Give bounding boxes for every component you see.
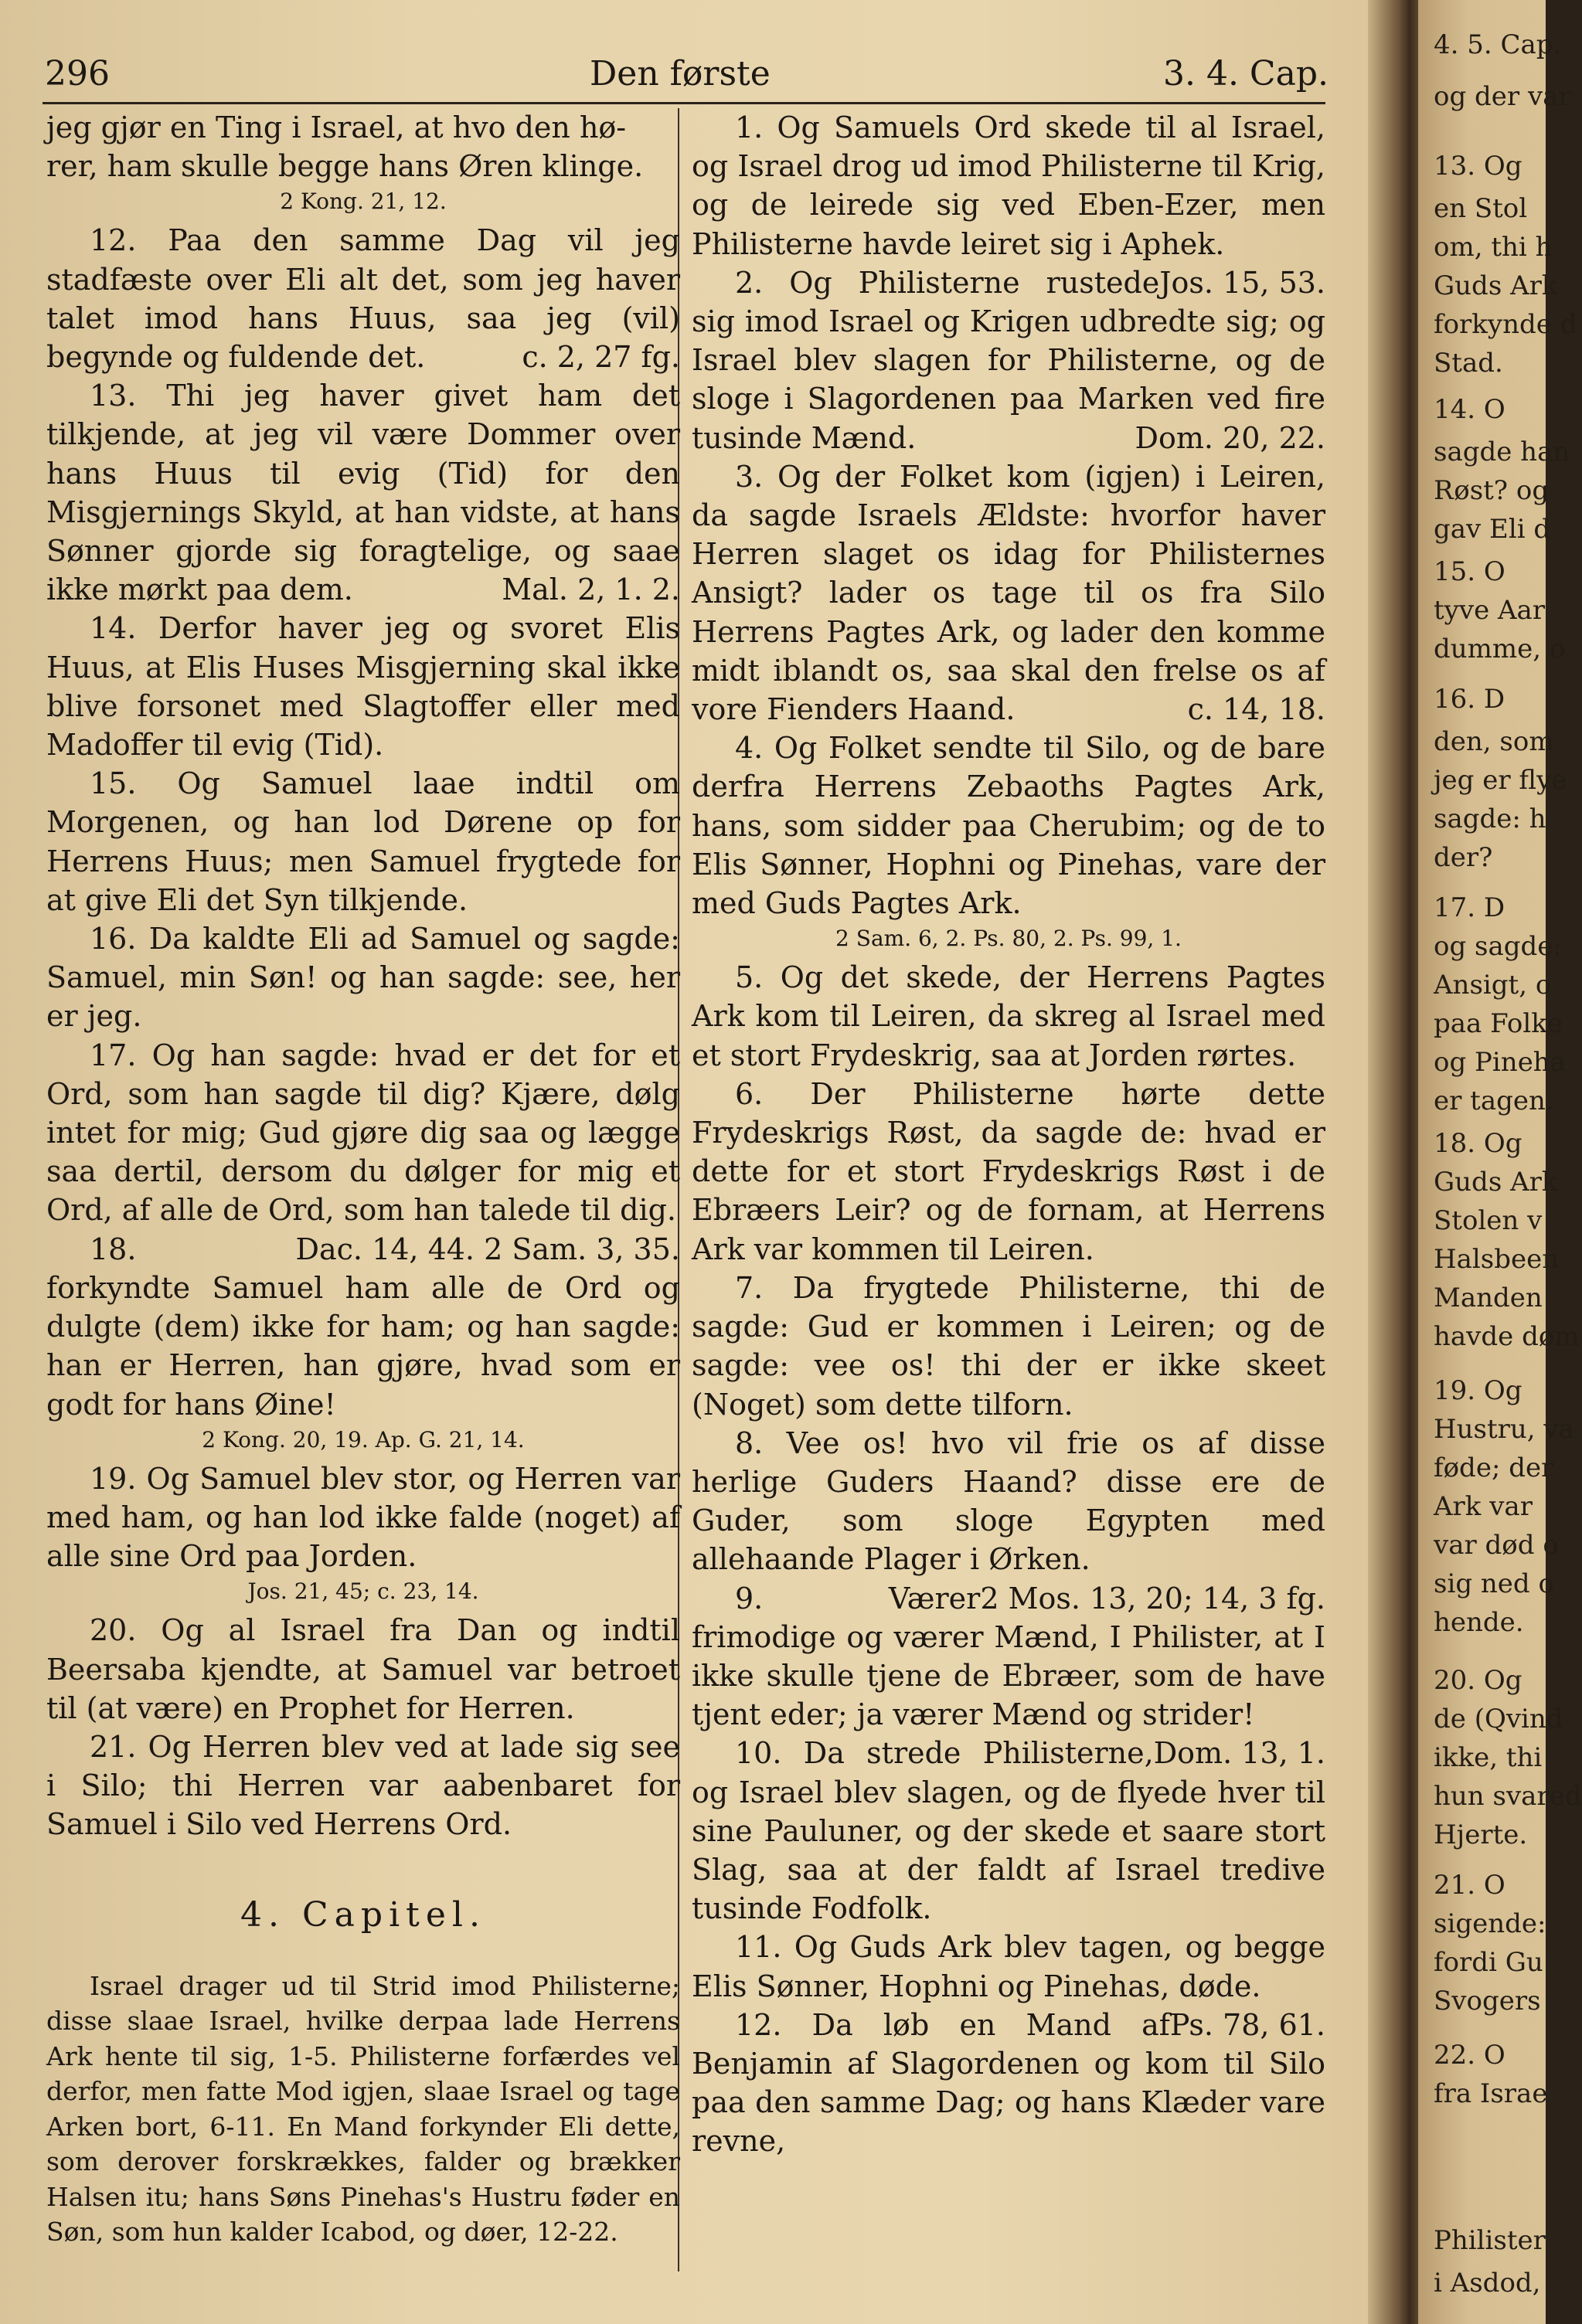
facing-page-text: der? [1434, 842, 1493, 873]
verse-text: 8. Vee os! hvo vil frie os af disse herlige Guders Haand? disse ere de Guder, som sloge Egypten med allehaande Plager i Ørken. [692, 1425, 1325, 1577]
facing-page-text: 19. Og [1434, 1375, 1522, 1406]
facing-page-text: forkynde d [1434, 309, 1577, 340]
verse [46, 376, 680, 609]
facing-page-text: og sagde: [1434, 931, 1562, 962]
verse-text: 17. Og han sagde: hvad er det for et Ord, som han sagde til dig? Kjære, dølg intet for mig; Gud gjøre dig saa og lægge saa dertil, dersom du dølger for mig et Ord, af alle de Ord, som han talede til dig. [46, 1038, 680, 1228]
right-verses [692, 108, 1325, 2161]
left-verses [46, 221, 680, 1843]
facing-page-text: og der var [1434, 81, 1571, 112]
verse-reference: c. 2, 27 fg. [522, 340, 680, 375]
verse-text: 13. Thi jeg haver givet ham det tilkjende, at jeg vil være Dommer over hans Huus til evig (Tid) for den Misgjernings Skyld, at han vidste, at hans Sønner gjorde sig foragtelige, og saae ikke mørkt paa dem. [46, 379, 680, 607]
facing-page-text: Philister [1434, 2225, 1546, 2256]
verse [692, 1928, 1325, 2042]
verse-text: 9. Værer frimodige og værer Mænd, I Philister, at I ikke skulle tjene de Ebræer, som de have tjent eder; ja værer Mænd og strider! [692, 1581, 1325, 1732]
verse-text: 14. Derfor haver jeg og svoret Elis Huus, at Elis Huses Misgjerning skal ikke blive forsonet med Slagtoffer eller med Madoffer til evig (Tid). [46, 611, 680, 763]
facing-page-text: 15. O [1434, 556, 1505, 587]
verse-reference: c. 14, 18. [1187, 692, 1325, 727]
verse [46, 1459, 680, 1576]
cross-reference: 2 Kong. 20, 19. Ap. G. 21, 14. [202, 1426, 525, 1452]
facing-page-text: Stolen v [1434, 1205, 1543, 1236]
facing-page-text: Svogers [1434, 1986, 1541, 2017]
right-column [692, 108, 1325, 2161]
facing-page-text: sagde han [1434, 437, 1570, 467]
verse-reference: Dom. 20, 22. [1135, 420, 1325, 455]
verse-text: 2. Og Philisterne rustede sig imod Israel og Krigen udbredte sig; og Israel blev slagen for Philisterne, og de sloge i Slagordenen paa Marken ved fire tusinde Mænd. [692, 265, 1325, 455]
verse-text: 19. Og Samuel blev stor, og Herren var med ham, og han lod ikke falde (noget) af alle sine Ord paa Jorden. [46, 1461, 680, 1574]
verse-text: 16. Da kaldte Eli ad Samuel og sagde: Samuel, min Søn! og han sagde: see, her er jeg. [46, 922, 680, 1034]
facing-page-text: 4. 5. Cap. [1434, 29, 1562, 60]
verse [46, 1036, 680, 1266]
verse-text: 12. Da løb en Mand af Benjamin af Slagordenen og kom til Silo paa den samme Dag; og hans Klæder vare revne, [692, 2007, 1325, 2159]
facing-page-text: sigende: [1434, 1908, 1546, 1939]
verse-reference: c. 14, 44. 2 Sam. 3, 35. [336, 1232, 680, 1266]
facing-page-text: 21. O [1434, 1870, 1505, 1901]
verse [692, 108, 1325, 300]
facing-page-text: dumme, o [1434, 634, 1566, 664]
facing-page-text: 13. Og [1434, 151, 1522, 182]
chapter-reference: 3. 4. Cap. [1163, 54, 1329, 93]
chapter-summary: Israel drager ud til Strid imod Philisterne; disse slaae Israel, hvilke derpaa lade Herrens Ark hente til sig, 1-5. Philisterne forfærdes vel derfor, men fatte Mod igjen, slaae Israel og tage Arken bort, 6-11. En Mand forkynder Eli dette, som derover forskrækkes, falder og brækker Halsen itu; hans Søns Pinehas's Hustru føder en Søn, som hun kalder Icabod, og døer, 12-22. [46, 1970, 680, 2248]
facing-page-text: en Stol [1434, 193, 1528, 224]
facing-page-text: havde døm [1434, 1321, 1580, 1352]
facing-page-text: 20. Og [1434, 1665, 1522, 1696]
facing-page-text: var død o [1434, 1530, 1559, 1561]
verse-text: 3. Og der Folket kom (igjen) i Leiren, da sagde Israels Ældste: hvorfor haver Herren slaget os idag for Philisternes Ansigt? lader os tage til os fra Silo Herrens Pagtes Ark, og lader den komme midt iblandt os, saa skal den frelse os af vore Fienders Haand. [692, 459, 1325, 727]
verse-text: 20. Og al Israel fra Dan og indtil Beersaba kjendte, at Samuel var betroet til (at være) en Prophet for Herren. [46, 1613, 680, 1725]
facing-page-text: fordi Gu [1434, 1947, 1543, 1978]
verse-reference: Mal. 2, 1. 2. [502, 573, 680, 607]
verse-reference: 2 Mos. 13, 20; 14, 3 fg. [980, 1581, 1325, 1616]
facing-page-text: den, som [1434, 726, 1554, 757]
header-rule [43, 102, 1325, 104]
verse-text: 11. Og Guds Ark blev tagen, og begge Elis Sønner, Hophni og Pinehas, døde. [692, 1930, 1325, 2003]
cross-reference: 2 Sam. 6, 2. Ps. 80, 2. Ps. 99, 1. [835, 926, 1182, 952]
page-number: 296 [45, 54, 110, 93]
facing-page-text: gav Eli d [1434, 514, 1551, 545]
facing-page-text: tyve Aar [1434, 595, 1546, 626]
facing-page-text: føde; der [1434, 1452, 1554, 1483]
facing-page-text: 16. D [1434, 684, 1505, 715]
verse [46, 1611, 680, 1728]
text-line: rer, ham skulle begge hans Øren klinge. [46, 149, 644, 184]
verse [692, 457, 1325, 729]
verse-text: 5. Og det skede, der Herrens Pagtes Ark kom til Leiren, da skreg al Israel med et stort Frydeskrig, saa at Jorden rørtes. [692, 960, 1325, 1072]
cross-reference: 2 Kong. 21, 12. [280, 189, 447, 215]
verse-text: 18. Da forkyndte Samuel ham alle de Ord og dulgte (dem) ikke for ham; og han sagde: han er Herren, han gjøre, hvad som er godt for hans Øine! [46, 1232, 680, 1422]
facing-page-text: ikke, thi [1434, 1742, 1543, 1773]
facing-page-text: Stad. [1434, 348, 1503, 379]
verse-reference: Ps. 78, 61. [1169, 2007, 1325, 2042]
facing-page-text: er tagen. [1434, 1086, 1554, 1116]
text-line: jeg gjør en Ting i Israel, at hvo den hø- [46, 110, 627, 144]
facing-page-text: og Pineha [1434, 1047, 1566, 1078]
cross-reference: Jos. 21, 45; c. 23, 14. [247, 1578, 479, 1605]
verse-text: 1. Og Samuels Ord skede til al Israel, og Israel drog ud imod Philisterne til Krig, og de leirede sig ved Eben-Ezer, men Philisterne havde leiret sig i Aphek. [692, 110, 1325, 261]
facing-page-text: 22. O [1434, 2040, 1505, 2071]
verse-text: 10. Da strede Philisterne, og Israel blev slagen, og de flyede hver til sine Pauluner, og der skede et saare stort Slag, saa at der faldt af Israel tredive tusinde Fodfolk. [692, 1736, 1325, 1926]
verse-text: 7. Da frygtede Philisterne, thi de sagde: Gud er kommen i Leiren; og de sagde: vee os! thi der er ikke skeet (Noget) som dette tilforn. [692, 1270, 1325, 1422]
facing-page-text: paa Folke [1434, 1008, 1563, 1039]
facing-page-text: Manden [1434, 1283, 1543, 1313]
left-column [46, 108, 680, 2250]
facing-page-text: de (Qvind [1434, 1704, 1563, 1735]
verse [46, 1728, 680, 1844]
verse [692, 1424, 1325, 1616]
facing-page-text: Ansigt, o [1434, 970, 1552, 1001]
facing-page-text: i Asdod, [1434, 2268, 1541, 2299]
verse [692, 1269, 1325, 1424]
facing-page-text: Guds Ark [1434, 270, 1558, 301]
facing-page-text: Ark var [1434, 1491, 1533, 1522]
verse [692, 1075, 1325, 1269]
facing-page-text: Røst? og [1434, 475, 1550, 506]
facing-page-text: sig ned o [1434, 1568, 1554, 1599]
facing-page-text: jeg er flye [1434, 765, 1567, 796]
facing-page-text: 18. Og [1434, 1128, 1522, 1159]
verse [46, 919, 680, 1036]
verse-text: 12. Paa den samme Dag vil jeg stadfæste over Eli alt det, som jeg haver talet imod hans Huus, saa jeg (vil) begynde og fuldende det. [46, 223, 680, 375]
facing-page-text: Halsbeen [1434, 1244, 1560, 1275]
verse [46, 764, 680, 919]
facing-page-text: Hustru, va [1434, 1414, 1574, 1445]
facing-page-text: 17. D [1434, 892, 1505, 923]
facing-page-text: sagde: h [1434, 804, 1546, 834]
verse-text: 4. Og Folket sendte til Silo, og de bare derfra Herrens Zebaoths Pagtes Ark, hans, som sidder paa Cherubim; og de to Elis Sønner, Hophni og Pinehas, vare der med Guds Pagtes Ark. [692, 731, 1325, 921]
facing-page-text: fra Israe [1434, 2078, 1548, 2109]
facing-page-edge [1418, 0, 1582, 2324]
verse [46, 221, 680, 376]
facing-page-text: om, thi h [1434, 232, 1553, 263]
facing-page-text: 14. O [1434, 394, 1505, 425]
running-title: Den første [590, 54, 771, 93]
verse-text: 6. Der Philisterne hørte dette Frydeskrigs Røst, da sagde de: hvad er dette for et stort Frydeskrigs Røst i de Ebræers Leir? og de fornam, at Herrens Ark var kommen til Leiren. [692, 1076, 1325, 1266]
facing-page-text: hun svared [1434, 1781, 1582, 1812]
chapter-heading: 4. Capitel. [240, 1894, 486, 1935]
facing-page-text: hende. [1434, 1607, 1524, 1638]
verse-text: 15. Og Samuel laae indtil om Morgenen, og han lod Dørene op for Herrens Huus; men Samuel frygtede for at give Eli det Syn tilkjende. [46, 766, 680, 917]
verse-reference: Dom. 13, 1. [1153, 1736, 1325, 1771]
facing-page-text: Guds Ark [1434, 1167, 1558, 1198]
verse [692, 958, 1325, 1075]
verse-reference: Jos. 15, 53. [1159, 265, 1325, 300]
verse [46, 609, 680, 764]
facing-page-text: Hjerte. [1434, 1819, 1528, 1850]
verse [692, 729, 1325, 922]
verse-text: 21. Og Herren blev ved at lade sig see i Silo; thi Herren var aabenbaret for Samuel i Silo ved Herrens Ord. [46, 1729, 680, 1842]
